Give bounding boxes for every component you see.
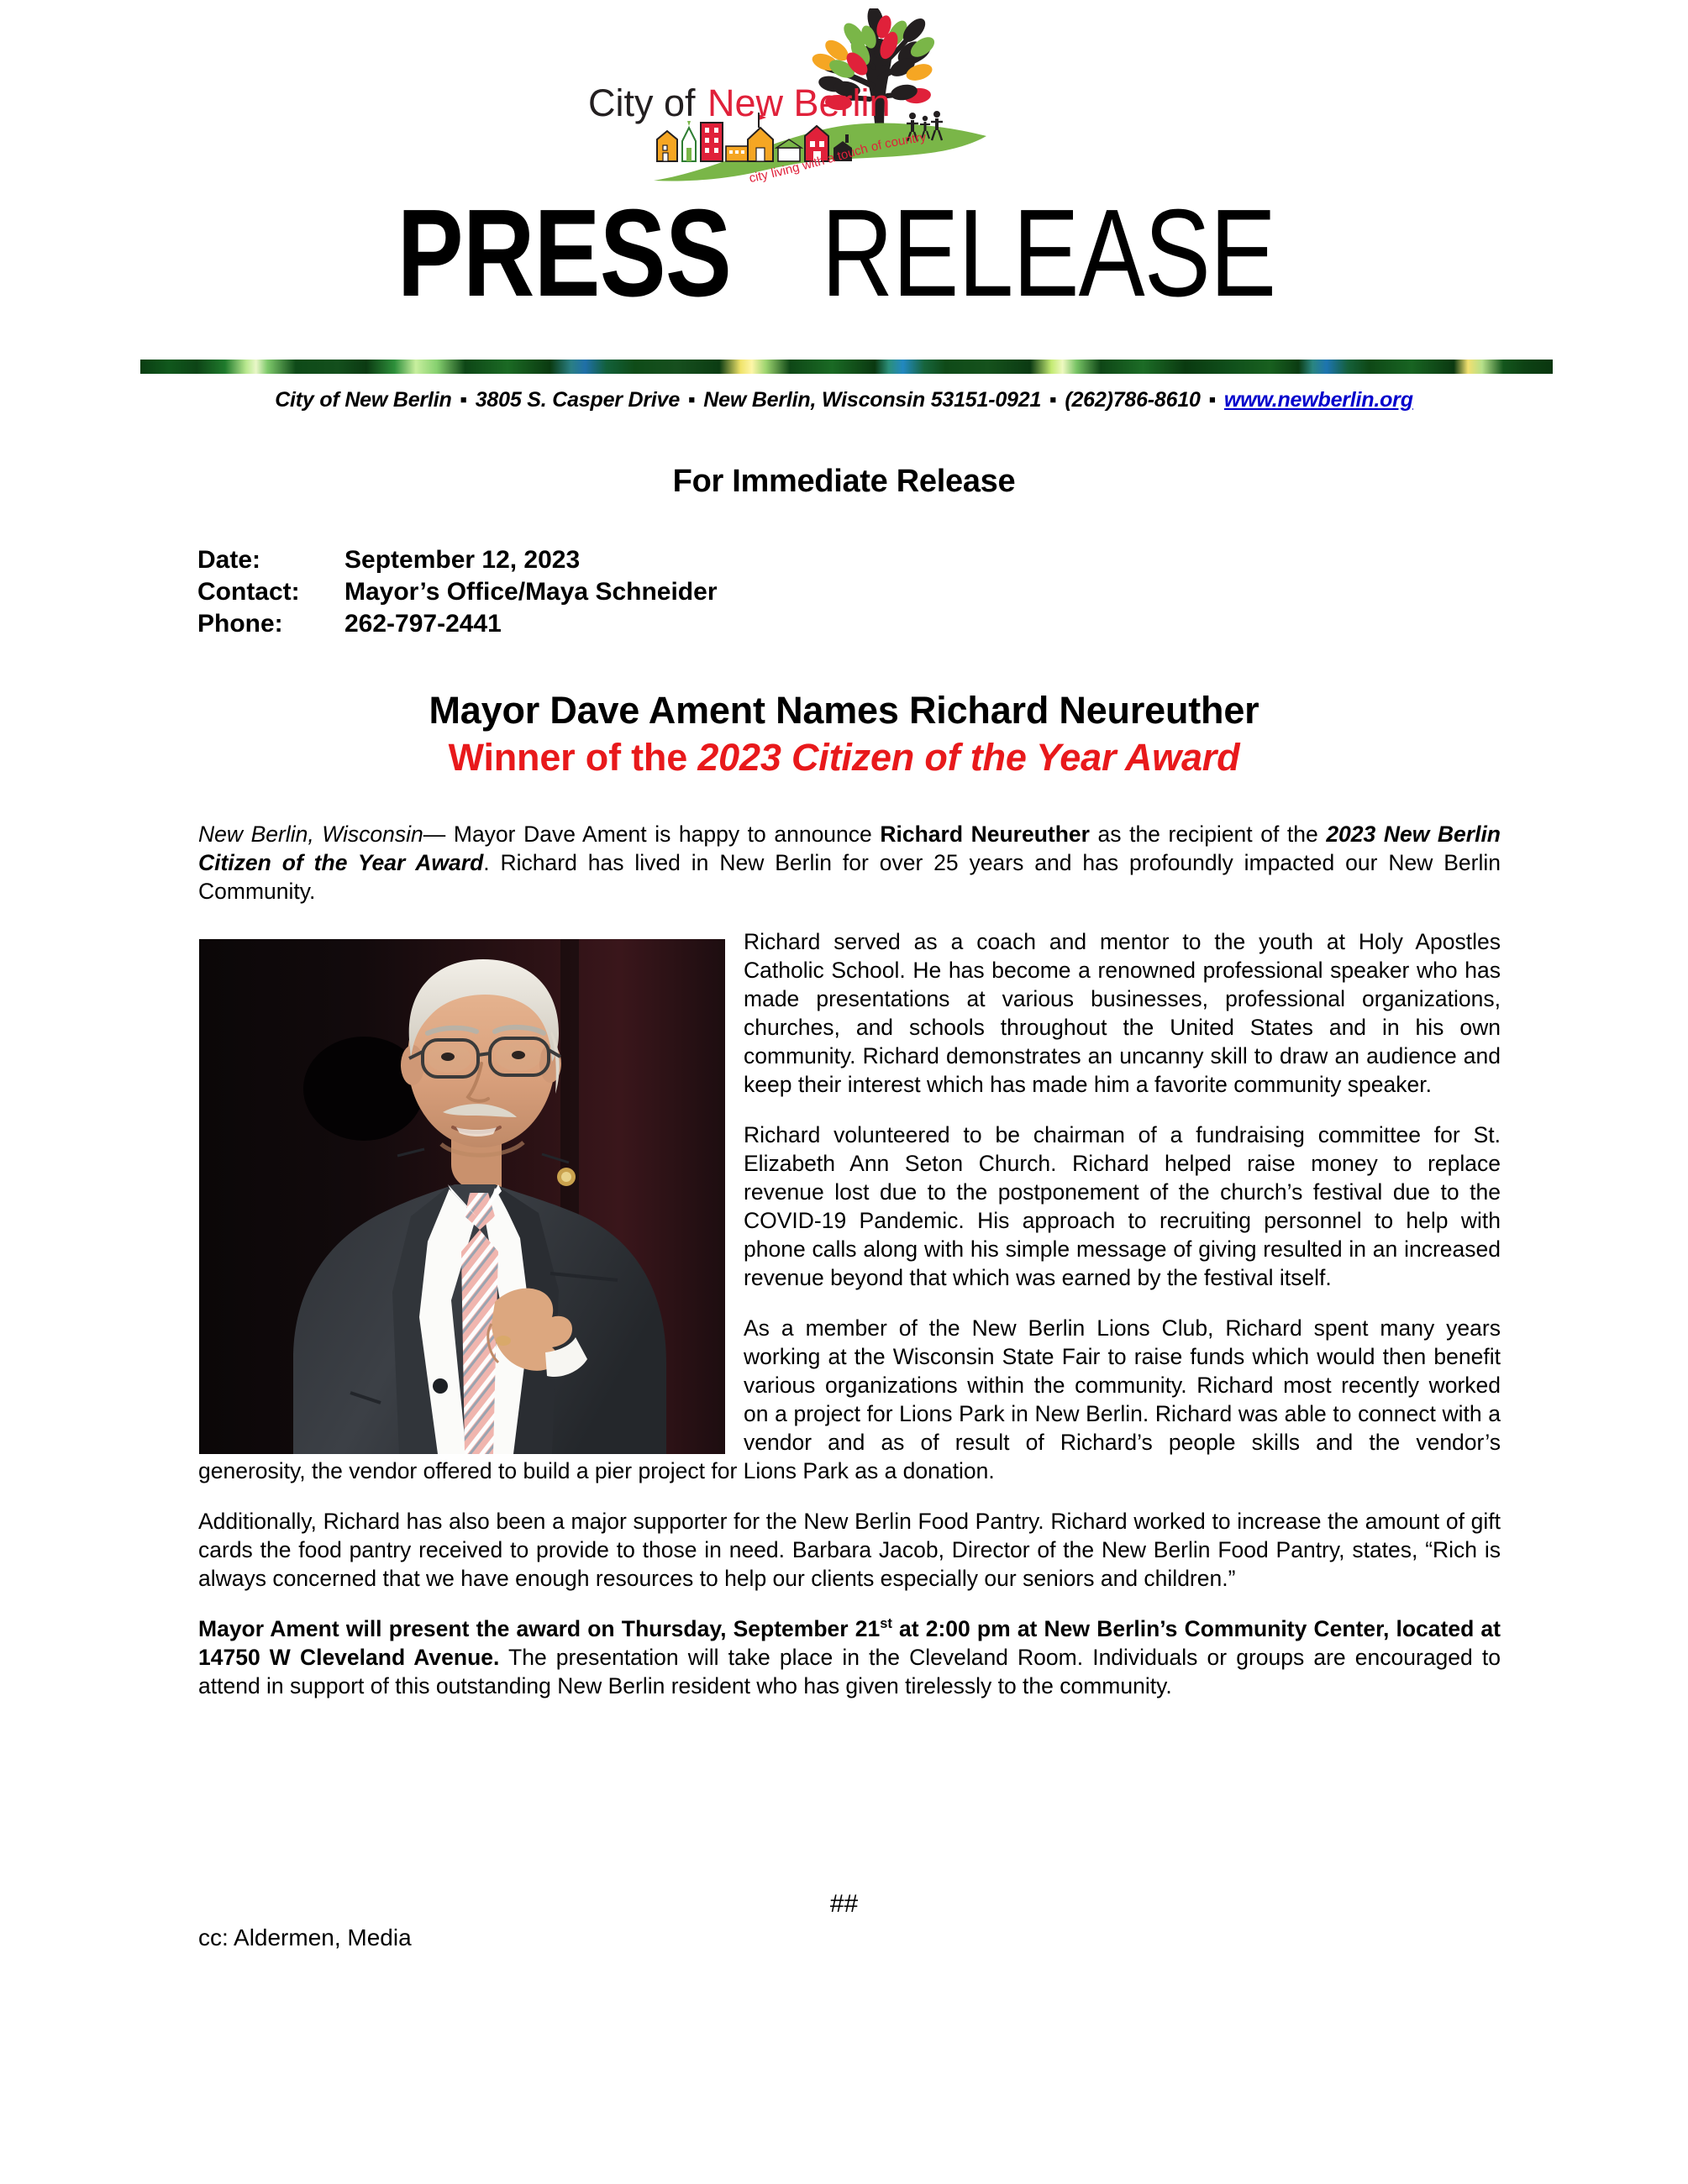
- page-title-press: PRESS: [397, 184, 732, 323]
- address-city-state-zip: New Berlin, Wisconsin 53151-0921: [703, 388, 1042, 412]
- city-of-new-berlin-logo: [580, 8, 1017, 189]
- address-separator-icon: ▪: [687, 388, 696, 412]
- paragraph-coach-mentor: Richard served as a coach and mentor to the youth at Holy Apostles Catholic School. He has become a renowned professional speaker who has made presentations at various businesses, professional organizations, churches, and schools throughout the United States and in his own community. Richard demonstrates an uncanny skill to draw an audience and keep their interest which has made him a favorite community speaker.: [744, 929, 1501, 1097]
- paragraph-lions-club: As a member of the New Berlin Lions Club, Richard spent many years working at the Wisconsin State Fair to raise funds which would then benefit various organizations within the community. Richard most recently worked on a project for Lions Park in New Berlin. Richard was able to connect with a vendor and as of result of Richard’s people skills and the vendor’s generosity, the vendor offered to build a pier project for Lions Park as a donation.: [198, 1315, 1501, 1483]
- headline-line-2-award: 2023 Citizen of the Year Award: [697, 736, 1240, 779]
- lead-part-1: — Mayor Dave Ament is happy to announce: [423, 822, 881, 847]
- address-phone: (262)786-8610: [1065, 388, 1201, 412]
- website-link[interactable]: www.newberlin.org: [1223, 388, 1413, 412]
- paragraph-award-presentation: [198, 1614, 1501, 1700]
- body-copy: [198, 820, 1501, 1700]
- lead-award-name: 2023 New Berlin Citizen of the Year Award: [198, 822, 1501, 875]
- date-label: Date:: [197, 546, 261, 574]
- address-city: City of New Berlin: [275, 388, 452, 412]
- headline-line-2: [0, 734, 1688, 781]
- presentation-bold-a: Mayor Ament will present the award on Thursday, September 21: [198, 1616, 881, 1641]
- address-street: 3805 S. Casper Drive: [475, 388, 681, 412]
- ordinal-suffix: st: [880, 1616, 892, 1632]
- logo-city-of-text: City of: [588, 81, 696, 124]
- paragraph-fundraising-chairman: Richard volunteered to be chairman of a fundraising committee for St. Elizabeth Ann Seton Church. Richard helped raise money to replace revenue lost due to the postponement of the church’s festival due to the COVID-19 Pandemic. His approach to recruiting personnel to help with phone calls along with his simple message of giving resulted in an increased revenue beyond that which was earned by the festival itself.: [744, 1122, 1501, 1290]
- headline-line-1: Mayor Dave Ament Names Richard Neureuther: [429, 689, 1259, 732]
- date-value: September 12, 2023: [344, 546, 581, 574]
- headline-line-2-plain: Winner of the: [448, 736, 698, 779]
- address-line: [0, 388, 1688, 412]
- logo-graphic: [580, 8, 1017, 189]
- phone-row: [197, 608, 718, 640]
- headline: [0, 687, 1688, 781]
- photo-text-wrap-spacer: [197, 927, 744, 1441]
- phone-label: Phone:: [197, 610, 283, 638]
- contact-block: [197, 544, 718, 640]
- lead-part-3: . Richard has lived in New Berlin for over 25 years and has profoundly impacted our New Berlin Community.: [198, 850, 1501, 904]
- address-separator-icon: ▪: [460, 388, 467, 412]
- page-title-release: RELEASE: [821, 184, 1276, 323]
- contact-row: [197, 576, 718, 608]
- contact-label: Contact:: [197, 578, 300, 606]
- page-title: [0, 184, 1688, 323]
- end-of-release-marker: ##: [829, 1890, 859, 1918]
- address-separator-icon: ▪: [1208, 388, 1217, 412]
- for-immediate-release-label: For Immediate Release: [672, 464, 1016, 499]
- address-separator-icon: ▪: [1049, 388, 1057, 412]
- green-divider-bar: [140, 360, 1553, 374]
- lead-paragraph: [198, 820, 1501, 906]
- logo-tagline: city living with a touch of country: [748, 129, 928, 186]
- logo-new-berlin-text: New Berlin: [707, 81, 891, 124]
- presentation-rest: The presentation will take place in the Cleveland Room. Individuals or groups are encouraged to attend in support of this outstanding New Berlin resident who has given tirelessly to the community.: [198, 1645, 1501, 1698]
- date-row: [197, 544, 718, 576]
- lead-part-2: as the recipient of the: [1089, 822, 1327, 847]
- contact-value: Mayor’s Office/Maya Schneider: [344, 578, 718, 606]
- cc-line: cc: Aldermen, Media: [198, 1924, 412, 1950]
- lead-bold-name: Richard Neureuther: [880, 822, 1090, 847]
- phone-value: 262-797-2441: [344, 610, 502, 638]
- presentation-bold-b: at 2:00 pm at New Berlin’s Community Center, located at 14750 W Cleveland Avenue.: [198, 1616, 1501, 1670]
- dateline: New Berlin, Wisconsin: [198, 822, 423, 847]
- paragraph-food-pantry: Additionally, Richard has also been a major supporter for the New Berlin Food Pantry. Richard worked to increase the amount of gift cards the food pantry received to provide to those in need. Barbara Jacob, Director of the New Berlin Food Pantry, states, “Rich is always concerned that we have enough resources to help our clients especially our seniors and children.”: [198, 1509, 1501, 1591]
